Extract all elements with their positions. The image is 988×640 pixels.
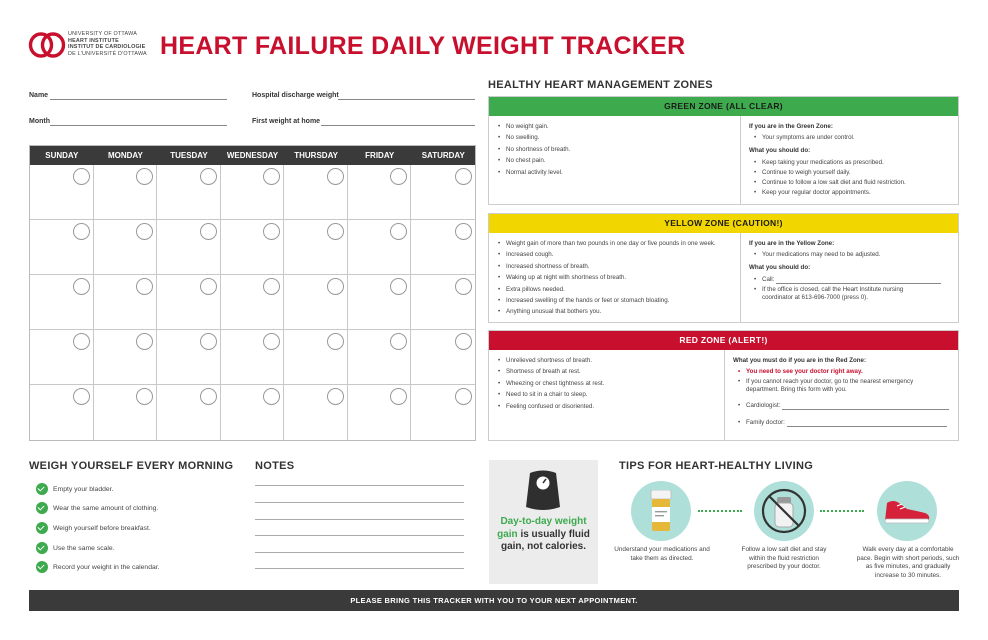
list-item: • Wheezing or chest tightness at rest.: [497, 378, 716, 389]
calendar-day-cell[interactable]: [348, 330, 412, 385]
checklist-text: Wear the same amount of clothing.: [53, 504, 159, 512]
list-item: • No swelling.: [497, 132, 732, 143]
notes-title: NOTES: [255, 460, 295, 472]
list-item: • Weight gain of more than two pounds in one day or five pounds in one week.: [497, 238, 732, 249]
list-item: • Keep taking your medications as prescribed.: [749, 159, 950, 167]
tips-title: TIPS FOR HEART-HEALTHY LIVING: [619, 460, 814, 472]
date-circle: [390, 223, 407, 240]
date-circle: [200, 278, 217, 295]
cardiologist-item: [733, 402, 950, 410]
day-header: TUESDAY: [170, 151, 208, 160]
date-circle: [327, 223, 344, 240]
cardiologist-field[interactable]: [782, 403, 949, 410]
calendar-day-cell[interactable]: [411, 330, 475, 385]
weigh-title: WEIGH YOURSELF EVERY MORNING: [29, 460, 234, 472]
page-title: HEART FAILURE DAILY WEIGHT TRACKER: [160, 32, 686, 60]
zones-title: HEALTHY HEART MANAGEMENT ZONES: [488, 79, 713, 91]
date-circle: [390, 333, 407, 350]
calendar-day-cell[interactable]: [348, 275, 412, 330]
weight-calendar: [29, 145, 476, 441]
month-label: Month: [29, 118, 50, 125]
notes-line[interactable]: [255, 568, 464, 569]
calendar-day-cell[interactable]: [94, 385, 158, 440]
calendar-day-cell[interactable]: [411, 275, 475, 330]
list-item: • No weight gain.: [497, 121, 732, 132]
list-item: • Need to sit in a chair to sleep.: [497, 389, 716, 400]
name-field[interactable]: [50, 99, 227, 100]
discharge-weight-field[interactable]: [338, 99, 475, 100]
tip-text: Understand your medications and take them as directed.: [614, 546, 710, 562]
zone-subheading: If you are in the Green Zone:: [749, 123, 833, 130]
tip-low-salt: [754, 481, 814, 541]
zone-subheading: If you are in the Yellow Zone:: [749, 240, 835, 247]
family-doctor-item: [733, 419, 950, 427]
tip-text: Follow a low salt diet and stay within the fluid restriction prescribed by your doctor.: [741, 546, 827, 571]
date-circle: [73, 388, 90, 405]
yellow-zone: [488, 213, 959, 323]
calendar-day-cell[interactable]: [157, 330, 221, 385]
urgent-item: • You need to see your doctor right away.: [733, 368, 950, 376]
day-header: SATURDAY: [421, 151, 465, 160]
calendar-day-cell[interactable]: [348, 165, 412, 220]
date-circle: [136, 278, 153, 295]
calendar-day-cell[interactable]: [30, 165, 94, 220]
fluid-gain-callout: [489, 460, 598, 584]
date-circle: [327, 333, 344, 350]
list-item: [733, 378, 950, 394]
calendar-day-cell[interactable]: [30, 220, 94, 275]
date-circle: [136, 333, 153, 350]
zone-subheading: What you must do if you are in the Red Zone:: [733, 357, 867, 364]
calendar-header: [30, 146, 475, 165]
notes-line[interactable]: [255, 502, 464, 503]
yellow-symptoms: [489, 233, 741, 322]
calendar-day-cell[interactable]: [221, 165, 285, 220]
logo-line: UNIVERSITY OF OTTAWA: [68, 31, 137, 37]
list-item: • Increased swelling of the hands or feet or stomach bloating.: [497, 295, 732, 306]
list-item: • Keep your regular doctor appointments.: [749, 189, 950, 197]
checklist-item: [36, 483, 113, 495]
calendar-grid: [30, 165, 475, 440]
tip-walk: [877, 481, 937, 541]
yellow-actions: [741, 233, 958, 322]
day-header: WEDNESDAY: [226, 151, 279, 160]
calendar-day-cell[interactable]: [284, 330, 348, 385]
checklist-item: [36, 561, 160, 573]
date-circle: [390, 278, 407, 295]
cardiologist-label: Cardiologist:: [746, 402, 781, 410]
notes-line[interactable]: [255, 535, 464, 536]
call-item: [749, 276, 950, 284]
date-circle: [327, 168, 344, 185]
calendar-day-cell[interactable]: [94, 330, 158, 385]
check-icon: [36, 502, 48, 514]
list-item: • Increased shortness of breath.: [497, 261, 732, 272]
calendar-day-cell[interactable]: [221, 385, 285, 440]
date-circle: [136, 168, 153, 185]
notes-line[interactable]: [255, 485, 464, 486]
list-item: • Normal activity level.: [497, 167, 732, 178]
list-item: • Your medications may need to be adjusted.: [749, 251, 950, 259]
dotted-connector: [820, 510, 864, 512]
discharge-weight-label: Hospital discharge weight: [252, 92, 339, 99]
list-item: • Feeling confused or disoriented.: [497, 401, 716, 412]
callout-green-text: Day-to-day weight gain: [497, 516, 587, 540]
date-circle: [263, 388, 280, 405]
date-circle: [263, 168, 280, 185]
checklist-item: [36, 502, 158, 514]
list-item: • Shortness of breath at rest.: [497, 366, 716, 377]
calendar-day-cell[interactable]: [221, 275, 285, 330]
calendar-day-cell[interactable]: [284, 220, 348, 275]
checklist-item: [36, 522, 151, 534]
day-header: MONDAY: [107, 151, 143, 160]
logo-line: HEART INSTITUTE: [68, 37, 119, 44]
check-icon: [36, 522, 48, 534]
family-doctor-field[interactable]: [787, 420, 947, 427]
name-label: Name: [29, 92, 49, 99]
list-item: • Your symptoms are under control.: [749, 134, 950, 142]
first-weight-field[interactable]: [321, 125, 475, 126]
first-weight-label: First weight at home: [252, 118, 321, 125]
date-circle: [263, 278, 280, 295]
date-circle: [200, 168, 217, 185]
yellow-zone-bar: YELLOW ZONE (CAUTION!): [489, 214, 958, 233]
list-item: • No chest pain.: [497, 155, 732, 166]
reach-note: If you cannot reach your doctor, go to the nearest emergency: [746, 378, 914, 386]
date-circle: [200, 223, 217, 240]
date-circle: [73, 223, 90, 240]
notes-line[interactable]: [255, 519, 464, 520]
call-label: Call:: [762, 275, 775, 283]
calendar-day-cell[interactable]: [348, 385, 412, 440]
pill-bottle-icon: [649, 490, 673, 532]
zone-subheading: What you should do:: [749, 147, 811, 155]
date-circle: [455, 223, 472, 240]
date-circle: [73, 333, 90, 350]
check-icon: [36, 542, 48, 554]
calendar-day-cell[interactable]: [94, 220, 158, 275]
calendar-day-cell[interactable]: [30, 330, 94, 385]
office-note: If the office is closed, call the Heart Institute nursing: [762, 285, 904, 293]
date-circle: [263, 223, 280, 240]
scale-icon: [525, 469, 561, 511]
red-zone: [488, 330, 959, 441]
calendar-day-cell[interactable]: [221, 220, 285, 275]
list-item: • Unrelieved shortness of breath.: [497, 355, 716, 366]
logo-line: INSTITUT DE CARDIOLOGIE: [68, 44, 146, 51]
red-zone-bar: RED ZONE (ALERT!): [489, 331, 958, 350]
list-item: • Continue to follow a low salt diet and fluid restriction.: [749, 179, 950, 187]
red-actions: [725, 350, 958, 440]
list-item: • No shortness of breath.: [497, 144, 732, 155]
date-circle: [455, 168, 472, 185]
list-item: [749, 286, 950, 302]
date-circle: [200, 388, 217, 405]
list-item: • Extra pillows needed.: [497, 284, 732, 295]
date-circle: [136, 388, 153, 405]
institute-logo: [28, 28, 148, 64]
list-item: • Continue to weigh yourself daily.: [749, 169, 950, 177]
office-note: coordinator at 613-696-7000 (press 0).: [762, 293, 868, 301]
checklist-text: Empty your bladder.: [53, 485, 114, 493]
calendar-day-cell[interactable]: [30, 275, 94, 330]
date-circle: [327, 278, 344, 295]
zone-subheading: What you should do:: [749, 264, 811, 272]
reach-note: department. Bring this form with you.: [746, 386, 847, 394]
green-zone: [488, 96, 959, 205]
calendar-day-cell[interactable]: [157, 275, 221, 330]
green-zone-bar: GREEN ZONE (ALL CLEAR): [489, 97, 958, 116]
calendar-day-cell[interactable]: [94, 275, 158, 330]
notes-line[interactable]: [255, 552, 464, 553]
red-symptoms: [489, 350, 725, 440]
date-circle: [73, 278, 90, 295]
date-circle: [73, 168, 90, 185]
calendar-day-cell[interactable]: [411, 385, 475, 440]
checklist-text: Weigh yourself before breakfast.: [53, 524, 151, 532]
list-item: • Anything unusual that bothers you.: [497, 306, 732, 317]
green-symptoms: [489, 116, 741, 204]
heart-rings-icon: [28, 30, 66, 60]
date-circle: [390, 388, 407, 405]
day-header: FRIDAY: [365, 151, 395, 160]
checklist-text: Use the same scale.: [53, 544, 115, 552]
calendar-day-cell[interactable]: [30, 385, 94, 440]
calendar-day-cell[interactable]: [157, 385, 221, 440]
calendar-day-cell[interactable]: [157, 165, 221, 220]
checklist-item: [36, 542, 115, 554]
dotted-connector: [698, 510, 742, 512]
calendar-day-cell[interactable]: [411, 165, 475, 220]
calendar-day-cell[interactable]: [221, 330, 285, 385]
call-field[interactable]: [776, 277, 941, 284]
date-circle: [455, 388, 472, 405]
callout-dark-text: is usually fluid gain, not calories.: [500, 528, 590, 552]
calendar-day-cell[interactable]: [284, 385, 348, 440]
date-circle: [200, 333, 217, 350]
footer-banner: PLEASE BRING THIS TRACKER WITH YOU TO YOUR NEXT APPOINTMENT.: [29, 590, 959, 611]
list-item: • Increased cough.: [497, 249, 732, 260]
calendar-day-cell[interactable]: [157, 220, 221, 275]
calendar-day-cell[interactable]: [411, 220, 475, 275]
calendar-day-cell[interactable]: [284, 165, 348, 220]
sneaker-icon: [883, 497, 931, 525]
month-field[interactable]: [50, 125, 227, 126]
no-salt-icon: [761, 488, 807, 534]
tip-medication: [631, 481, 691, 541]
day-header: THURSDAY: [294, 151, 338, 160]
calendar-day-cell[interactable]: [94, 165, 158, 220]
tip-text: Walk every day at a comfortable pace. Begin with short periods, such as five minutes, and gradually increase to 30 minutes.: [856, 546, 960, 579]
checklist-text: Record your weight in the calendar.: [53, 563, 160, 571]
date-circle: [263, 333, 280, 350]
calendar-day-cell[interactable]: [284, 275, 348, 330]
date-circle: [455, 278, 472, 295]
date-circle: [327, 388, 344, 405]
date-circle: [136, 223, 153, 240]
green-actions: [741, 116, 958, 204]
check-icon: [36, 561, 48, 573]
family-doctor-label: Family doctor:: [746, 419, 785, 427]
list-item: • Waking up at night with shortness of breath.: [497, 272, 732, 283]
check-icon: [36, 483, 48, 495]
date-circle: [390, 168, 407, 185]
day-header: SUNDAY: [45, 151, 79, 160]
date-circle: [455, 333, 472, 350]
logo-line: DE L'UNIVERSITÉ D'OTTAWA: [68, 50, 147, 57]
calendar-day-cell[interactable]: [348, 220, 412, 275]
